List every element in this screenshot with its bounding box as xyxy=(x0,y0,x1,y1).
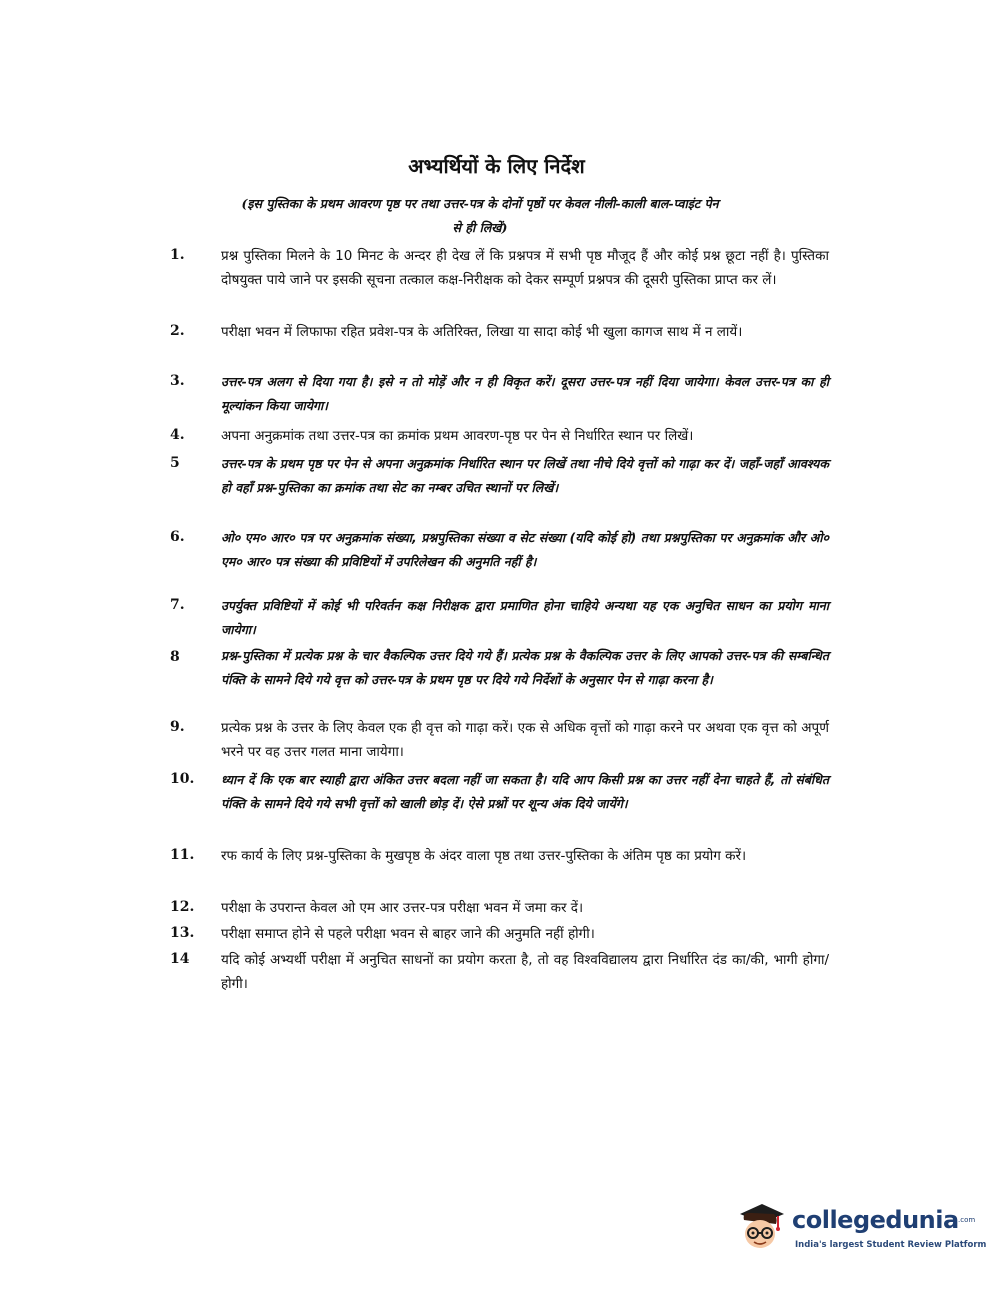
instruction-number: 11. xyxy=(170,847,195,863)
brand-tagline: India's largest Student Review Platform xyxy=(795,1240,987,1250)
instruction-number: 6. xyxy=(170,529,185,545)
brand-domain-suffix: .com xyxy=(958,1216,976,1224)
brand-name: collegedunia xyxy=(792,1206,959,1234)
page-subtitle: (इस पुस्तिका के प्रथम आवरण पृष्ठ पर तथा उत्तर-पत्र के दोनों पृष्ठों पर केवल नीली-काली बाल-प्वाइंट पेन से ही लिखें) xyxy=(241,196,719,235)
instruction-number: 3. xyxy=(170,373,185,389)
instruction-number: 2. xyxy=(170,323,185,339)
instruction-number: 5 xyxy=(170,455,180,471)
instruction-text: परीक्षा समाप्त होने से पहले परीक्षा भवन से बाहर जाने की अनुमति नहीं होगी। xyxy=(221,926,595,942)
instruction-number: 13. xyxy=(170,925,195,941)
instruction-text: ओ० एम० आर० पत्र पर अनुक्रमांक संख्या, प्रश्नपुस्तिका संख्या व सेट संख्या (यदि कोई हो) तथा प्रश्नपुस्तिका पर अनुक्रमांक और ओ० एम० आर० पत्र संख्या की प्रविष्टियों में उपरिलेखन की अनुमति नहीं है। xyxy=(221,530,829,569)
instruction-text: उपर्युक्त प्रविष्टियों में कोई भी परिवर्तन कक्ष निरीक्षक द्वारा प्रमाणित होना चाहिये अन्यथा यह एक अनुचित साधन का प्रयोग माना जायेगा। xyxy=(221,598,829,637)
instruction-text: प्रत्येक प्रश्न के उत्तर के लिए केवल एक ही वृत्त को गाढ़ा करें। एक से अधिक वृत्तों को गाढ़ा करने पर अथवा एक वृत्त को अपूर्ण भरने पर वह उत्तर गलत माना जायेगा। xyxy=(221,720,829,760)
collegedunia-watermark[interactable] xyxy=(732,1192,987,1262)
instruction-number: 12. xyxy=(170,899,195,915)
instruction-text: यदि कोई अभ्यर्थी परीक्षा में अनुचित साधनों का प्रयोग करता है, तो वह विश्वविद्यालय द्वारा निर्धारित दंड का/की, भागी होगा/होगी। xyxy=(221,952,829,992)
instruction-number: 4. xyxy=(170,427,185,443)
instruction-number: 9. xyxy=(170,719,185,735)
instruction-text: ध्यान दें कि एक बार स्याही द्वारा अंकित उत्तर बदला नहीं जा सकता है। यदि आप किसी प्रश्न का उत्तर नहीं देना चाहते हैं, तो संबंधित पंक्ति के सामने दिये गये सभी वृत्तों को खाली छोड़ दें। ऐसे प्रश्नों पर शून्य अंक दिये जायेंगे। xyxy=(221,772,829,811)
page-title: अभ्यर्थियों के लिए निर्देश xyxy=(408,154,585,178)
instruction-number: 10. xyxy=(170,771,195,787)
instruction-text: उत्तर-पत्र के प्रथम पृष्ठ पर पेन से अपना अनुक्रमांक निर्धारित स्थान पर लिखें तथा नीचे दिये वृत्तों को गाढ़ा कर दें। जहाँ-जहाँ आवश्यक हो वहाँ प्रश्न-पुस्तिका का क्रमांक तथा सेट का नम्बर उचित स्थानों पर लिखें। xyxy=(221,456,829,495)
instruction-text: परीक्षा के उपरान्त केवल ओ एम आर उत्तर-पत्र परीक्षा भवन में जमा कर दें। xyxy=(221,900,584,916)
instruction-text: परीक्षा भवन में लिफाफा रहित प्रवेश-पत्र के अतिरिक्त, लिखा या सादा कोई भी खुला कागज साथ में न लायें। xyxy=(221,324,743,340)
instruction-number: 1. xyxy=(170,247,185,263)
instruction-text: रफ कार्य के लिए प्रश्न-पुस्तिका के मुखपृष्ठ के अंदर वाला पृष्ठ तथा उत्तर-पुस्तिका के अंतिम पृष्ठ का प्रयोग करें। xyxy=(221,848,747,864)
instruction-number: 7. xyxy=(170,597,185,613)
student-mascot-icon xyxy=(732,1198,788,1254)
instruction-number: 14 xyxy=(170,951,190,967)
instruction-number: 8 xyxy=(170,649,180,665)
instruction-text: उत्तर-पत्र अलग से दिया गया है। इसे न तो मोड़ें और न ही विकृत करें। दूसरा उत्तर-पत्र नहीं दिया जायेगा। केवल उत्तर-पत्र का ही मूल्यांकन किया जायेगा। xyxy=(221,374,829,413)
instruction-text: अपना अनुक्रमांक तथा उत्तर-पत्र का क्रमांक प्रथम आवरण-पृष्ठ पर पेन से निर्धारित स्थान पर लिखें। xyxy=(221,428,694,444)
instruction-text: प्रश्न-पुस्तिका में प्रत्येक प्रश्न के चार वैकल्पिक उत्तर दिये गये हैं। प्रत्येक प्रश्न के वैकल्पिक उत्तर के लिए आपको उत्तर-पत्र की सम्बन्धित पंक्ति के सामने दिये गये वृत्त को उत्तर-पत्र के प्रथम पृष्ठ पर दिये गये निर्देशों के अनुसार पेन से गाढ़ा करना है। xyxy=(221,648,829,687)
instruction-text: प्रश्न पुस्तिका मिलने के 10 मिनट के अन्दर ही देख लें कि प्रश्नपत्र में सभी पृष्ठ मौजूद हैं और कोई प्रश्न छूटा नहीं है। पुस्तिका दोषयुक्त पाये जाने पर इसकी सूचना तत्काल कक्ष-निरीक्षक को देकर सम्पूर्ण प्रश्नपत्र की दूसरी पुस्तिका प्राप्त कर लें। xyxy=(221,248,829,288)
